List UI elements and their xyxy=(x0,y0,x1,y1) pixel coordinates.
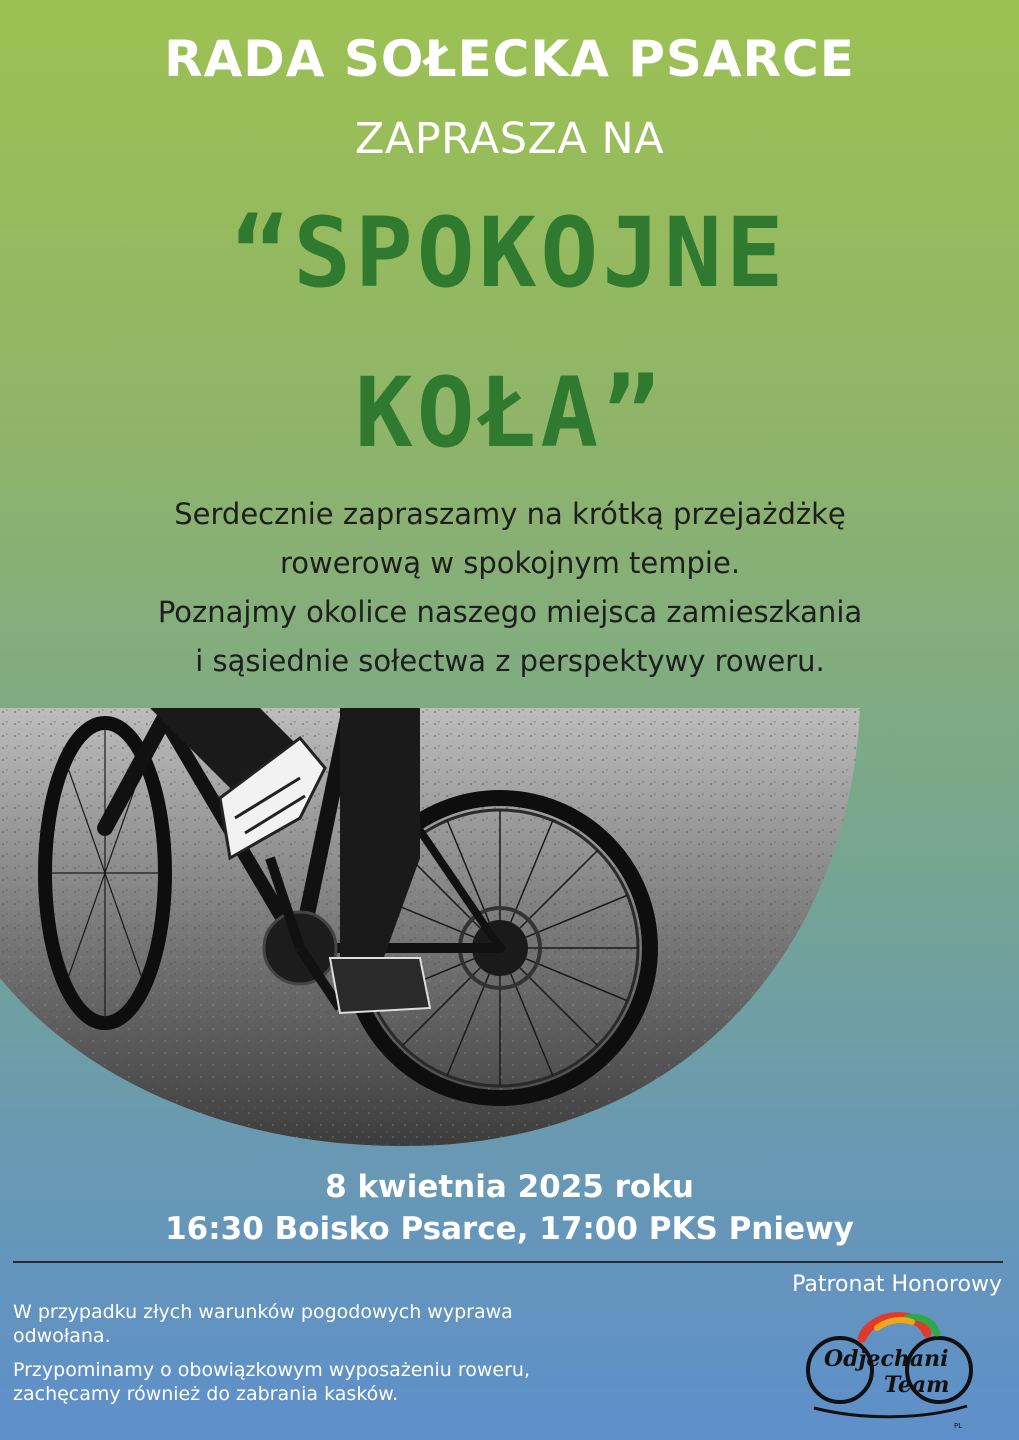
divider xyxy=(13,1261,1003,1263)
event-description xyxy=(60,490,960,686)
logo-suffix: PL xyxy=(954,1422,963,1430)
odjechani-team-logo xyxy=(802,1308,977,1433)
footer-notes xyxy=(13,1300,553,1416)
logo-text: Odjechani xyxy=(824,1346,949,1372)
description-line: Poznajmy okolice naszego miejsca zamieszkania xyxy=(157,595,863,629)
event-title-line1: “SPOKOJNE xyxy=(231,197,788,309)
event-date: 8 kwietnia 2025 roku xyxy=(325,1169,694,1205)
weather-note: W przypadku złych warunków pogodowych wyprawa odwołana. xyxy=(13,1301,513,1347)
description-line: i sąsiednie sołectwa z perspektywy roweru. xyxy=(195,644,825,678)
event-time-place: 16:30 Boisko Psarce, 17:00 PKS Pniewy xyxy=(165,1211,854,1247)
bicycle-photo-icon xyxy=(0,708,860,1148)
event-title-line2: KOŁA” xyxy=(355,357,664,469)
invite-subheading: ZAPRASZA NA xyxy=(354,114,665,164)
patron-label: Patronat Honorowy xyxy=(792,1272,1002,1297)
description-line: rowerową w spokojnym tempie. xyxy=(279,546,741,580)
event-schedule xyxy=(0,1166,1019,1250)
description-line: Serdecznie zapraszamy na krótką przejażdżkę xyxy=(174,497,846,531)
logo-text: Team xyxy=(884,1372,950,1398)
organizer-heading: RADA SOŁECKA PSARCE xyxy=(164,30,855,88)
equipment-note: Przypominamy o obowiązkowym wyposażeniu roweru, zachęcamy również do zabrania kasków. xyxy=(13,1359,531,1405)
